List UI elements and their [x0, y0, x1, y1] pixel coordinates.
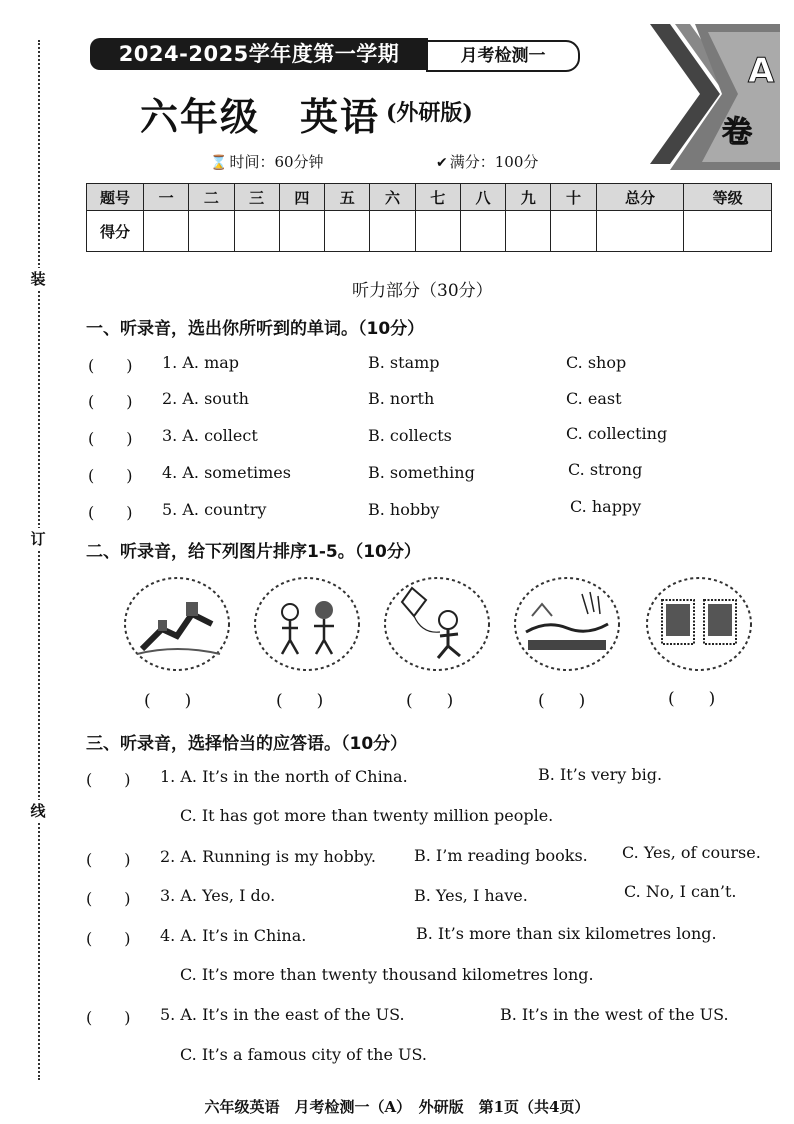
option-c: C. shop: [566, 353, 627, 372]
score-header-cell: 十: [551, 184, 596, 211]
section2-title: 二、听录音，给下列图片排序1-5。（10分）: [86, 542, 421, 562]
score-info: [436, 151, 538, 172]
score-cell[interactable]: [370, 211, 415, 252]
version-char: 卷: [722, 115, 752, 150]
answer-blank[interactable]: ( ): [88, 356, 133, 375]
option-a: 4. A. It’s in China.: [160, 926, 307, 945]
option-b: B. collects: [368, 426, 452, 445]
score-cell[interactable]: [551, 211, 596, 252]
answer-blank[interactable]: ( ): [88, 503, 133, 522]
option-b: B. Yes, I have.: [414, 886, 528, 905]
full-score-label: 满分：100分: [449, 153, 539, 171]
picture-answer-blank[interactable]: ( ): [538, 691, 586, 711]
score-table-header-row: [87, 184, 772, 211]
option-b: B. hobby: [368, 500, 440, 519]
answer-blank[interactable]: ( ): [86, 929, 131, 948]
score-cell[interactable]: [144, 211, 189, 252]
option-a: 5. A. country: [162, 500, 267, 519]
option-c: C. east: [566, 389, 622, 408]
score-header-cell: 总分: [596, 184, 684, 211]
score-table: [86, 183, 772, 252]
score-table-score-row: [87, 211, 772, 252]
option-b: B. It’s more than six kilometres long.: [416, 924, 717, 943]
option-b: B. I’m reading books.: [414, 846, 588, 865]
answer-blank[interactable]: ( ): [86, 850, 131, 869]
option-c: C. strong: [568, 460, 643, 479]
option-a: 1. A. map: [162, 353, 240, 372]
time-info: [210, 151, 324, 172]
option-c: C. collecting: [566, 424, 668, 443]
score-cell[interactable]: [596, 211, 684, 252]
option-c: C. It’s more than twenty thousand kilometres long.: [180, 965, 594, 984]
edition-label: (外研版): [386, 100, 473, 126]
answer-blank[interactable]: ( ): [88, 392, 133, 411]
score-header-cell: 九: [506, 184, 551, 211]
section3-title: 三、听录音，选择恰当的应答语。（10分）: [86, 734, 408, 754]
score-header-cell: 五: [325, 184, 370, 211]
term-banner: 2024-2025学年度第一学期: [90, 38, 428, 70]
picture-answer-blank[interactable]: ( ): [276, 691, 324, 711]
answer-blank[interactable]: ( ): [86, 770, 131, 789]
option-a: 3. A. Yes, I do.: [160, 886, 276, 905]
picture-answer-blank[interactable]: ( ): [668, 689, 716, 709]
score-header-cell: 等级: [684, 184, 772, 211]
picture-answer-blank[interactable]: ( ): [144, 691, 192, 711]
option-a: 2. A. Running is my hobby.: [160, 847, 376, 866]
score-cell[interactable]: [684, 211, 772, 252]
great-wall-picture: [122, 574, 232, 674]
answer-blank[interactable]: ( ): [86, 1008, 131, 1027]
score-row-label: 得分: [87, 211, 144, 252]
score-cell[interactable]: [189, 211, 234, 252]
binding-line: [38, 40, 40, 1080]
answer-blank[interactable]: ( ): [86, 889, 131, 908]
option-b: B. stamp: [368, 353, 440, 372]
option-b: B. north: [368, 389, 435, 408]
option-b: B. It’s very big.: [538, 765, 663, 784]
option-a: 4. A. sometimes: [162, 463, 291, 482]
boy-with-kite-picture: [382, 574, 492, 674]
answer-blank[interactable]: ( ): [88, 429, 133, 448]
score-header-cell: 三: [234, 184, 279, 211]
option-b: B. It’s in the west of the US.: [500, 1005, 729, 1024]
version-letter: A: [748, 51, 775, 91]
version-corner-graphic: [630, 24, 780, 174]
page-footer: 六年级英语 月考检测一（A） 外研版 第1页（共4页）: [204, 1098, 590, 1116]
option-c: C. No, I can’t.: [624, 882, 737, 901]
time-label: 时间：60分钟: [229, 153, 324, 171]
option-c: C. It has got more than twenty million people.: [180, 806, 554, 825]
picture-answer-blank[interactable]: ( ): [406, 691, 454, 711]
answer-blank[interactable]: ( ): [88, 466, 133, 485]
listening-title: 听力部分（30分）: [352, 281, 493, 301]
score-header-cell: 八: [460, 184, 505, 211]
score-cell[interactable]: [325, 211, 370, 252]
binding-char-xian: 线: [30, 802, 46, 820]
dancers-picture: [252, 574, 362, 674]
score-header-cell: 二: [189, 184, 234, 211]
subject-label: 英语: [300, 94, 381, 139]
score-header-cell: 四: [279, 184, 324, 211]
binding-char-ding: 订: [30, 530, 46, 548]
section1-title: 一、听录音，选出你所听到的单词。（10分）: [86, 319, 425, 339]
option-c: C. It’s a famous city of the US.: [180, 1045, 427, 1064]
river-landscape-picture: [512, 574, 622, 674]
option-a: 3. A. collect: [162, 426, 258, 445]
score-cell[interactable]: [415, 211, 460, 252]
stamps-picture: [644, 574, 754, 674]
score-header-cell: 七: [415, 184, 460, 211]
option-c: C. happy: [570, 497, 642, 516]
option-a: 5. A. It’s in the east of the US.: [160, 1005, 405, 1024]
score-header-cell: 六: [370, 184, 415, 211]
check-circle-icon: ✔: [436, 155, 448, 171]
option-b: B. something: [368, 463, 475, 482]
score-cell[interactable]: [234, 211, 279, 252]
score-header-cell: 题号: [87, 184, 144, 211]
option-c: C. Yes, of course.: [622, 843, 761, 862]
score-header-cell: 一: [144, 184, 189, 211]
grade-label: 六年级: [140, 94, 261, 139]
binding-char-zhuang: 装: [30, 270, 46, 288]
option-a: 2. A. south: [162, 389, 249, 408]
exam-tag: 月考检测一: [426, 40, 580, 72]
option-a: 1. A. It’s in the north of China.: [160, 767, 408, 786]
score-cell[interactable]: [279, 211, 324, 252]
score-cell[interactable]: [506, 211, 551, 252]
page-title: [140, 86, 380, 141]
score-cell[interactable]: [460, 211, 505, 252]
hourglass-icon: ⌛: [210, 155, 228, 171]
